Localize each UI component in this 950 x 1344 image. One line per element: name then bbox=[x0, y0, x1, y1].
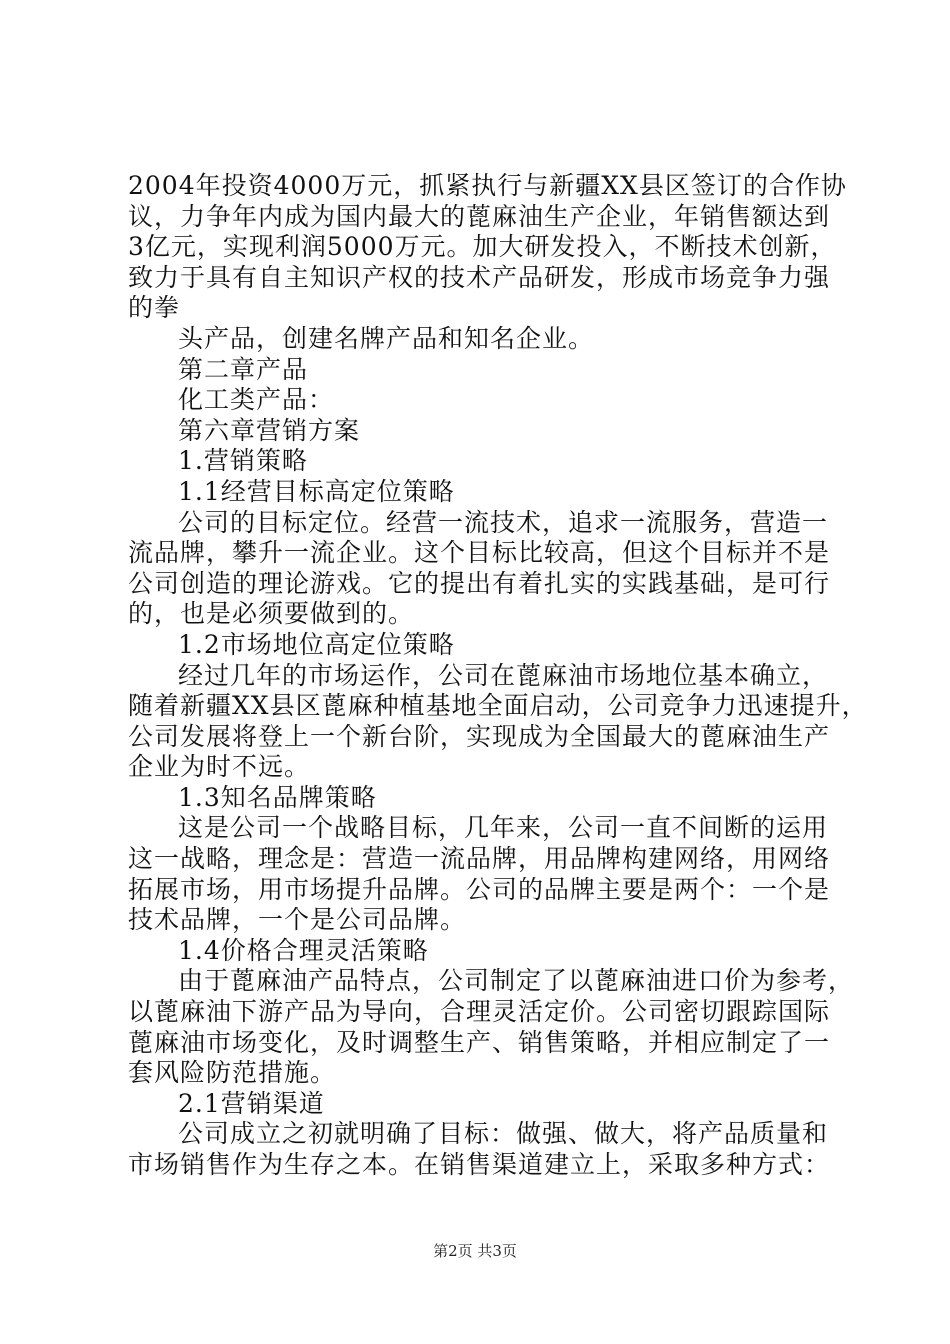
text-line: 公司成立之初就明确了目标：做强、做大，将产品质量和 bbox=[178, 1119, 829, 1149]
text-line: 套风险防范措施。 bbox=[128, 1058, 337, 1088]
text-line: 2004年投资4000万元，抓紧执行与新疆XX县区签订的合作协 bbox=[128, 171, 847, 200]
section-heading: 第六章营销方案 bbox=[178, 415, 361, 445]
text-line: 致力于具有自主知识产权的技术产品研发，形成市场竞争力强 bbox=[128, 262, 831, 292]
document-body bbox=[128, 171, 868, 1181]
page-footer bbox=[0, 1241, 950, 1261]
section-heading: 第二章产品 bbox=[178, 354, 309, 384]
text-line: 由于蓖麻油产品特点，公司制定了以蓖麻油进口价为参考， bbox=[178, 966, 855, 996]
text-line: 公司发展将登上一个新台阶，实现成为全国最大的蓖麻油生产 bbox=[128, 721, 831, 751]
section-heading: 1.3知名品牌策略 bbox=[178, 782, 377, 812]
text-line: 蓖麻油市场变化，及时调整生产、销售策略，并相应制定了一 bbox=[128, 1027, 831, 1057]
text-line: 的，也是必须要做到的。 bbox=[128, 599, 415, 629]
text-line: 流品牌，攀升一流企业。这个目标比较高，但这个目标并不是 bbox=[128, 538, 831, 568]
text-line: 议，力争年内成为国内最大的蓖麻油生产企业，年销售额达到 bbox=[128, 201, 831, 231]
section-heading: 2.1营销渠道 bbox=[178, 1088, 325, 1118]
text-line: 以蓖麻油下游产品为导向，合理灵活定价。公司密切跟踪国际 bbox=[128, 997, 831, 1027]
text-line: 随着新疆XX县区蓖麻种植基地全面启动，公司竞争力迅速提升， bbox=[128, 691, 868, 721]
text-line: 拓展市场，用市场提升品牌。公司的品牌主要是两个：一个是 bbox=[128, 874, 831, 904]
text-line: 经过几年的市场运作，公司在蓖麻油市场地位基本确立， bbox=[178, 660, 829, 690]
text-line: 这是公司一个战略目标，几年来，公司一直不间断的运用 bbox=[178, 813, 829, 843]
text-line: 市场销售作为生存之本。在销售渠道建立上，采取多种方式： bbox=[128, 1150, 831, 1179]
page-number-label: 第2页 共3页 bbox=[433, 1242, 517, 1260]
section-heading: 1.4价格合理灵活策略 bbox=[178, 935, 429, 965]
text-line: 技术品牌，一个是公司品牌。 bbox=[128, 905, 467, 935]
text-line: 公司的目标定位。经营一流技术，追求一流服务，营造一 bbox=[178, 507, 829, 537]
text-line: 公司创造的理论游戏。它的提出有着扎实的实践基础，是可行 bbox=[128, 568, 831, 598]
section-heading: 1.1经营目标高定位策略 bbox=[178, 476, 455, 506]
text-line: 这一战略，理念是：营造一流品牌，用品牌构建网络，用网络 bbox=[128, 844, 831, 874]
text-line: 的拳 bbox=[128, 293, 181, 323]
section-heading: 1.营销策略 bbox=[178, 446, 308, 476]
text-line: 3亿元，实现利润5000万元。加大研发投入，不断技术创新， bbox=[128, 232, 837, 262]
section-heading: 1.2市场地位高定位策略 bbox=[178, 629, 455, 659]
text-line: 头产品，创建名牌产品和知名企业。 bbox=[178, 323, 595, 353]
text-line: 企业为时不远。 bbox=[128, 752, 311, 782]
section-heading: 化工类产品： bbox=[178, 385, 335, 415]
